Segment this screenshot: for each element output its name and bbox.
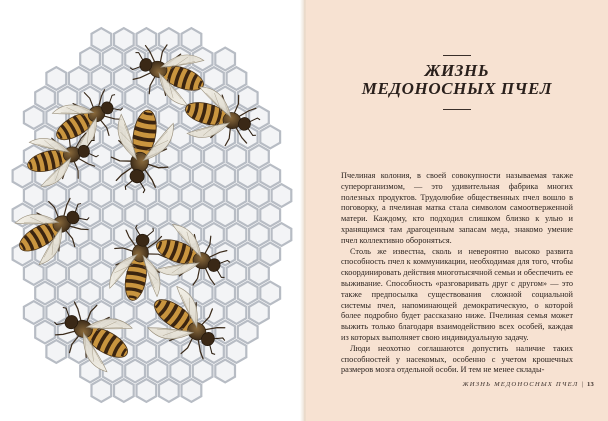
- comb-cell: [125, 87, 145, 110]
- comb-cell: [103, 243, 123, 266]
- comb-cell: [238, 321, 258, 344]
- comb-cell: [92, 262, 112, 285]
- page-number: 13: [587, 381, 594, 388]
- comb-cell: [148, 360, 168, 383]
- paragraph-3: Люди неохотно соглашаются допустить наличие таких способностей у насекомых, особенно с учетом крошечных размеров мозга отдельной особи. И тем не менее склады-: [341, 343, 573, 375]
- comb-cell: [260, 126, 280, 149]
- comb-cell: [249, 184, 269, 207]
- comb-cell: [137, 301, 157, 324]
- comb-cell: [215, 48, 235, 71]
- comb-cell: [92, 184, 112, 207]
- comb-cell: [159, 106, 179, 129]
- comb-cell: [125, 204, 145, 227]
- comb-cell: [238, 282, 258, 305]
- comb-cell: [204, 67, 224, 90]
- comb-cell: [58, 282, 78, 305]
- comb-cell: [24, 106, 44, 129]
- comb-cell: [227, 262, 247, 285]
- comb-cell: [92, 67, 112, 90]
- comb-cell: [92, 28, 112, 51]
- comb-cell: [159, 28, 179, 51]
- comb-cell: [249, 223, 269, 246]
- comb-cell: [35, 87, 55, 110]
- comb-cell: [46, 184, 66, 207]
- chapter-title: [326, 62, 588, 98]
- comb-cell: [170, 165, 190, 188]
- comb-cell: [249, 262, 269, 285]
- comb-cell: [46, 301, 66, 324]
- comb-cell: [182, 184, 202, 207]
- comb-cell: [114, 223, 134, 246]
- comb-cell: [24, 301, 44, 324]
- comb-cell: [227, 145, 247, 168]
- comb-cell: [24, 262, 44, 285]
- comb-cell: [159, 184, 179, 207]
- comb-cell: [204, 301, 224, 324]
- comb-cell: [35, 321, 55, 344]
- comb-cell: [125, 360, 145, 383]
- comb-cell: [238, 165, 258, 188]
- comb-cell: [238, 87, 258, 110]
- comb-cell: [238, 243, 258, 266]
- comb-cell: [46, 262, 66, 285]
- comb-cell: [69, 262, 89, 285]
- title-rule-bottom: [443, 109, 471, 110]
- running-footer-separator: |: [581, 381, 584, 388]
- comb-cell: [92, 223, 112, 246]
- comb-cell: [238, 204, 258, 227]
- comb-cell: [69, 184, 89, 207]
- comb-cell: [249, 145, 269, 168]
- comb-cell: [182, 145, 202, 168]
- comb-cell: [80, 165, 100, 188]
- running-footer: [456, 381, 594, 388]
- comb-cell: [260, 165, 280, 188]
- comb-cell: [80, 243, 100, 266]
- comb-cell: [182, 28, 202, 51]
- comb-cell: [92, 379, 112, 402]
- comb-cell: [114, 379, 134, 402]
- paragraph-2: Столь же известна, сколь и невероятно высоко развита способность пчел к коммуникации, необходимая для того, чтобы скоординировать действия многотысячной семьи и обеспечить ее выживание. Способность «разговаривать друг с другом» — это также предпосылка существования сложной социальной системы пчел, напоминающей демократическую, о которой более подробно будет рассказано ниже. Пчелиная семья может выжить только благодаря взаимодействию всех особей, каждая из которых выполняет свою индивидуальную задачу.: [341, 246, 573, 342]
- comb-cell: [35, 282, 55, 305]
- comb-cell: [159, 340, 179, 363]
- comb-cell: [193, 360, 213, 383]
- right-page: [306, 0, 608, 421]
- comb-cell: [227, 223, 247, 246]
- comb-cell: [103, 204, 123, 227]
- comb-cell: [272, 184, 292, 207]
- comb-cell: [24, 184, 44, 207]
- comb-cell: [103, 48, 123, 71]
- comb-cell: [137, 379, 157, 402]
- comb-cell: [272, 223, 292, 246]
- comb-cell: [80, 204, 100, 227]
- comb-cell: [249, 301, 269, 324]
- comb-cell: [227, 340, 247, 363]
- comb-cell: [193, 165, 213, 188]
- comb-cell: [260, 282, 280, 305]
- comb-cell: [215, 282, 235, 305]
- comb-cell: [137, 184, 157, 207]
- comb-cell: [103, 165, 123, 188]
- comb-cell: [227, 67, 247, 90]
- honeycomb: [13, 28, 292, 402]
- comb-cell: [114, 28, 134, 51]
- comb-cell: [137, 340, 157, 363]
- comb-cell: [69, 67, 89, 90]
- comb-cell: [193, 204, 213, 227]
- comb-cell: [114, 184, 134, 207]
- comb-cell: [215, 165, 235, 188]
- body-text: [341, 171, 573, 376]
- comb-cell: [227, 301, 247, 324]
- comb-cell: [260, 243, 280, 266]
- running-footer-title: ЖИЗНЬ МЕДОНОСНЫХ ПЧЕЛ: [462, 381, 579, 388]
- comb-cell: [260, 204, 280, 227]
- comb-cell: [80, 282, 100, 305]
- title-rule-top: [443, 55, 471, 56]
- comb-cell: [159, 379, 179, 402]
- comb-cell: [114, 67, 134, 90]
- comb-cell: [204, 184, 224, 207]
- comb-cell: [170, 360, 190, 383]
- comb-cell: [170, 204, 190, 227]
- chapter-title-line-2: МЕДОНОСНЫХ ПЧЕЛ: [361, 79, 553, 98]
- comb-cell: [227, 184, 247, 207]
- comb-cell: [215, 321, 235, 344]
- comb-cell: [204, 145, 224, 168]
- comb-cell: [80, 48, 100, 71]
- comb-cell: [215, 204, 235, 227]
- comb-cell: [215, 360, 235, 383]
- comb-cell: [204, 223, 224, 246]
- paragraph-1: Пчелиная колония, в своей совокупности называемая также суперорганизмом, — это удивительная фабрика многих полезных продуктов. Трудолюбие общественных пчел вошло в поговорку, а пчелиная матка стала символом самоотверженной матери. Каждому, кто подходил слишком близко к улью и хранящимся там драгоценным запасам меда, знакомо умение пчел коллективно обороняться.: [341, 171, 573, 245]
- chapter-title-line-1: ЖИЗНЬ: [424, 61, 490, 80]
- comb-cell: [148, 204, 168, 227]
- comb-cell: [193, 282, 213, 305]
- comb-cell: [182, 379, 202, 402]
- comb-cell: [46, 340, 66, 363]
- comb-cell: [46, 67, 66, 90]
- comb-cell: [125, 321, 145, 344]
